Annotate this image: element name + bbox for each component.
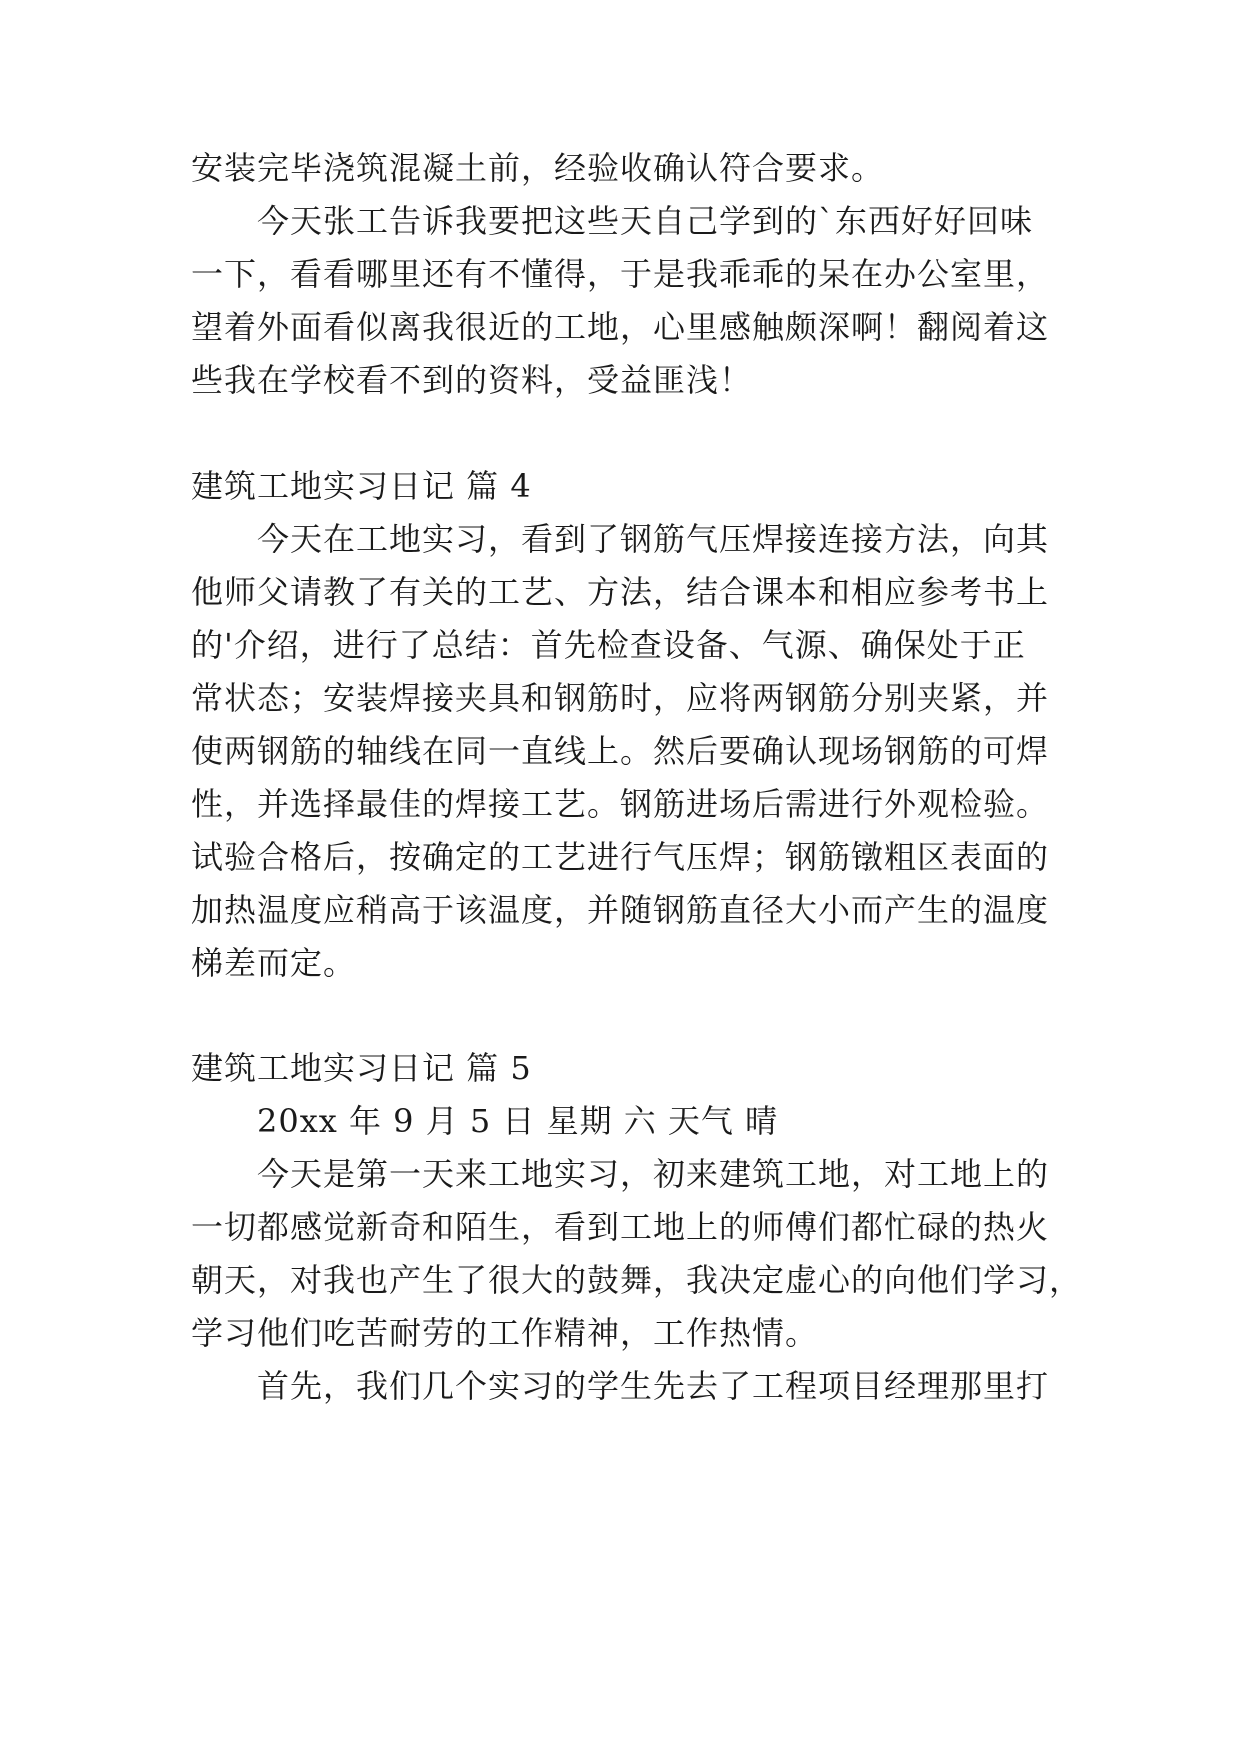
paragraph-line: 学习他们吃苦耐劳的工作精神，工作热情。 xyxy=(191,1314,819,1352)
paragraph-line: 性，并选择最佳的焊接工艺。钢筋进场后需进行外观检验。 xyxy=(191,785,1050,823)
paragraph-line: 今天在工地实习，看到了钢筋气压焊接连接方法，向其 xyxy=(257,520,1050,558)
paragraph-line: 加热温度应稍高于该温度，并随钢筋直径大小而产生的温度 xyxy=(191,891,1050,929)
paragraph-line: 梯差而定。 xyxy=(191,944,357,982)
continuation-line: 安装完毕浇筑混凝土前，经验收确认符合要求。 xyxy=(191,149,885,187)
date-line: 20xx 年 9 月 5 日 星期 六 天气 晴 xyxy=(257,1102,779,1140)
section-heading: 建筑工地实习日记 篇 4 xyxy=(191,467,532,505)
paragraph-line: 他师父请教了有关的工艺、方法，结合课本和相应参考书上 xyxy=(191,573,1050,611)
paragraph-line: 的'介绍，进行了总结：首先检查设备、气源、确保处于正 xyxy=(191,626,1026,664)
paragraph-line: 使两钢筋的轴线在同一直线上。然后要确认现场钢筋的可焊 xyxy=(191,732,1050,770)
paragraph-line: 朝天，对我也产生了很大的鼓舞，我决定虚心的向他们学习， xyxy=(191,1261,1083,1299)
paragraph-line: 望着外面看似离我很近的工地，心里感触颇深啊！翻阅着这 xyxy=(191,308,1050,346)
paragraph-line: 试验合格后，按确定的工艺进行气压焊；钢筋镦粗区表面的 xyxy=(191,838,1050,876)
paragraph-line: 些我在学校看不到的资料，受益匪浅！ xyxy=(191,361,753,399)
paragraph-line: 今天是第一天来工地实习，初来建筑工地，对工地上的 xyxy=(257,1155,1050,1193)
paragraph-line: 首先，我们几个实习的学生先去了工程项目经理那里打 xyxy=(257,1367,1050,1405)
section-heading: 建筑工地实习日记 篇 5 xyxy=(191,1049,532,1087)
paragraph-line: 一切都感觉新奇和陌生，看到工地上的师傅们都忙碌的热火 xyxy=(191,1208,1050,1246)
paragraph-line: 一下，看看哪里还有不懂得，于是我乖乖的呆在办公室里， xyxy=(191,255,1050,293)
paragraph-line: 常状态；安装焊接夹具和钢筋时，应将两钢筋分别夹紧，并 xyxy=(191,679,1050,717)
paragraph-line: 今天张工告诉我要把这些天自己学到的`东西好好回味 xyxy=(257,202,1034,240)
